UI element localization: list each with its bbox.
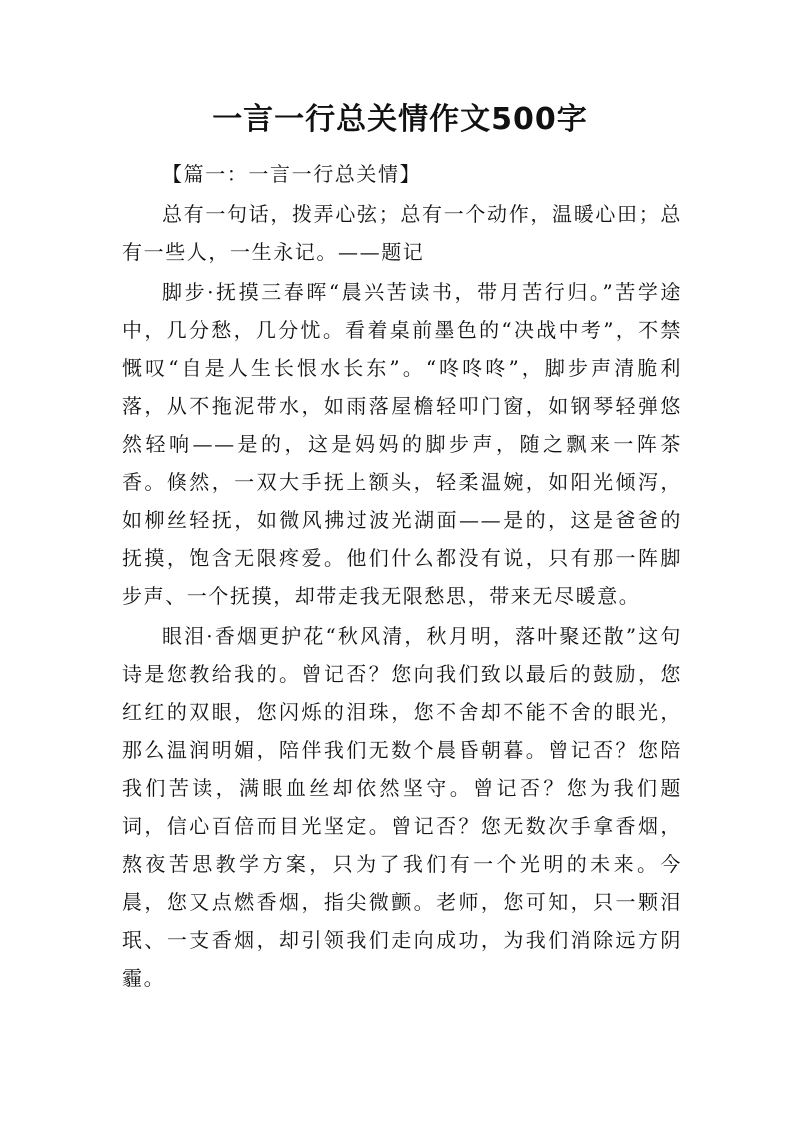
document-title: 一言一行总关情作文500字 xyxy=(212,102,588,137)
section-heading: 【篇一：一言一行总关情】 xyxy=(162,162,422,186)
paragraph-footsteps: 脚步·抚摸三春晖“晨兴苦读书，带月苦行归。”苦学途中，几分愁，几分忧。看着桌前墨色的“决战中考”，不禁慨叹“自是人生长恨水长东”。“咚咚咚”，脚步声清脆利落，从不拖泥带水，如雨落屋檐轻叩门窗，如钢琴轻弹悠然轻响——是的，这是妈妈的脚步声，随之飘来一阵茶香。倏然，一双大手抚上额头，轻柔温婉，如阳光倾泻，如柳丝轻抚，如微风拂过波光湖面——是的，这是爸爸的抚摸，饱含无限疼爱。他们什么都没有说，只有那一阵脚步声、一个抚摸，却带走我无限愁思，带来无尽暖意。 xyxy=(122,280,682,608)
paragraph-tears: 眼泪·香烟更护花“秋风清，秋月明，落叶聚还散”这句诗是您教给我的。曾记否？您向我们致以最后的鼓励，您红红的双眼，您闪烁的泪珠，您不舍却不能不舍的眼光，那么温润明媚，陪伴我们无数个晨昏朝暮。曾记否？您陪我们苦读，满眼血丝却依然坚守。曾记否？您为我们题词，信心百倍而目光坚定。曾记否？您无数次手拿香烟，熬夜苦思教学方案，只为了我们有一个光明的未来。今晨，您又点燃香烟，指尖微颤。老师，您可知，只一颗泪珉、一支香烟，却引领我们走向成功，为我们消除远方阴霾。 xyxy=(122,624,682,990)
document-body xyxy=(122,155,682,999)
paragraph-epigraph: 总有一句话，拨弄心弦；总有一个动作，温暖心田；总有一些人，一生永记。——题记 xyxy=(122,202,682,264)
